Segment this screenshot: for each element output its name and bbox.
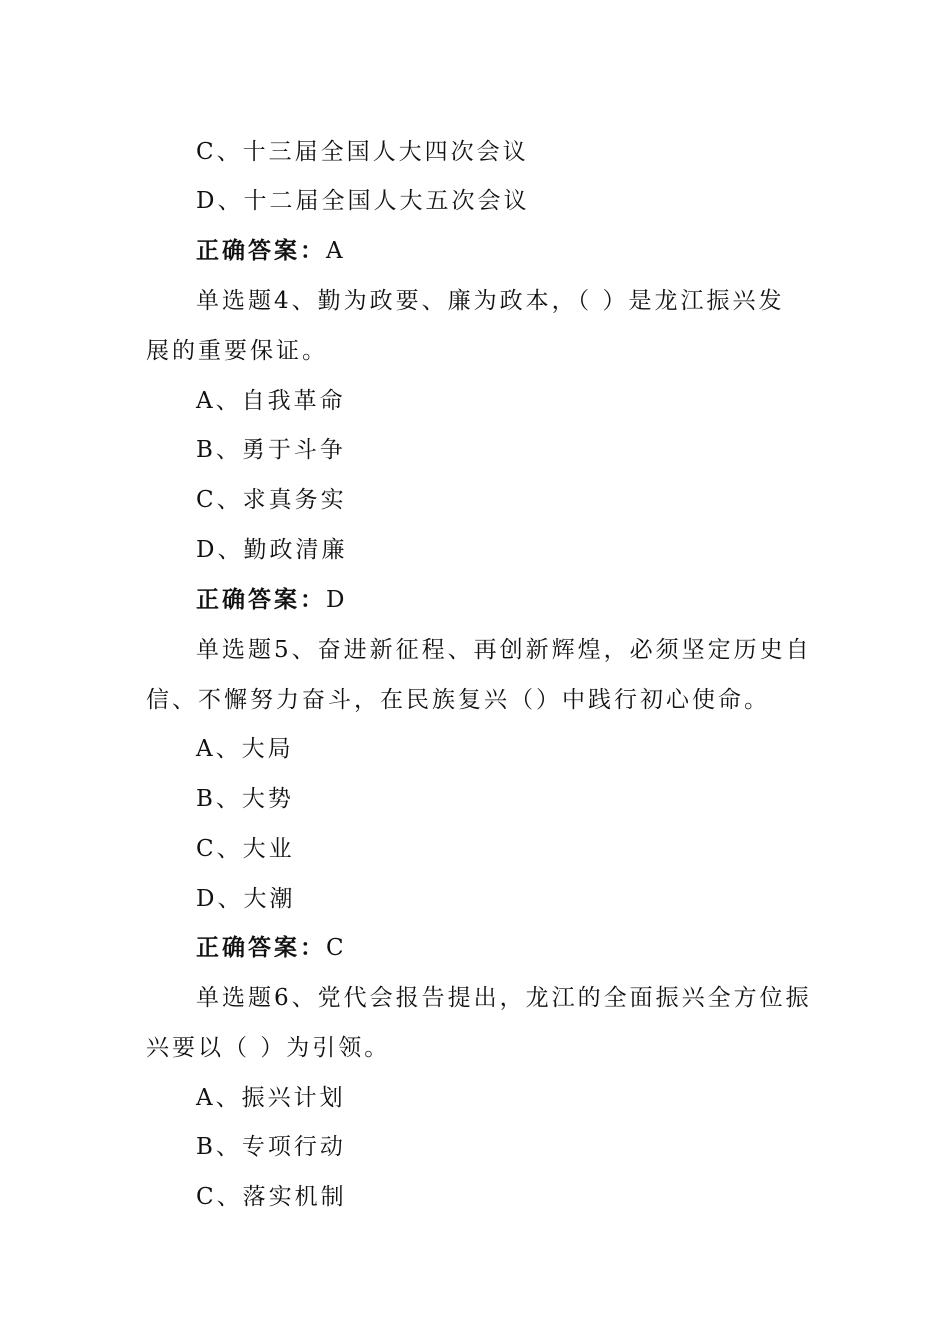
option-d: D、大潮 [196,886,296,912]
option-a: A、自我革命 [196,388,346,414]
question-text: 单选题6、党代会报告提出，龙江的全面振兴全方位振 [196,985,812,1011]
option-b: B、勇于斗争 [196,437,346,463]
option-d: D、十二届全国人大五次会议 [196,188,530,214]
answer-line [196,923,347,973]
option-b: B、大势 [196,786,294,812]
question-text-continued: 兴要以（ ）为引领。 [146,1035,391,1061]
option-a: A、振兴计划 [196,1085,346,1111]
question-text: 单选题4、勤为政要、廉为政本，（ ）是龙江振兴发 [196,288,785,314]
option-b: B、专项行动 [196,1134,346,1160]
option-c: C、求真务实 [196,487,347,513]
answer-label: 正确答案： [196,934,326,961]
option-c: C、大业 [196,836,295,862]
question-text: 单选题5、奋进新征程、再创新辉煌，必须坚定历史自 [196,637,812,663]
answer-label: 正确答案： [196,237,326,264]
answer-value: A [326,238,346,264]
answer-value: C [326,935,347,961]
answer-line [196,575,347,625]
question-text-continued: 展的重要保证。 [146,338,328,364]
option-c: C、十三届全国人大四次会议 [196,139,529,165]
answer-value: D [326,587,348,613]
option-c: C、落实机制 [196,1184,347,1210]
answer-label: 正确答案： [196,586,326,613]
option-d: D、勤政清廉 [196,537,348,563]
question-text-continued: 信、不懈努力奋斗，在民族复兴（）中践行初心使命。 [146,687,770,713]
answer-line [196,226,346,276]
option-a: A、大局 [196,736,294,762]
